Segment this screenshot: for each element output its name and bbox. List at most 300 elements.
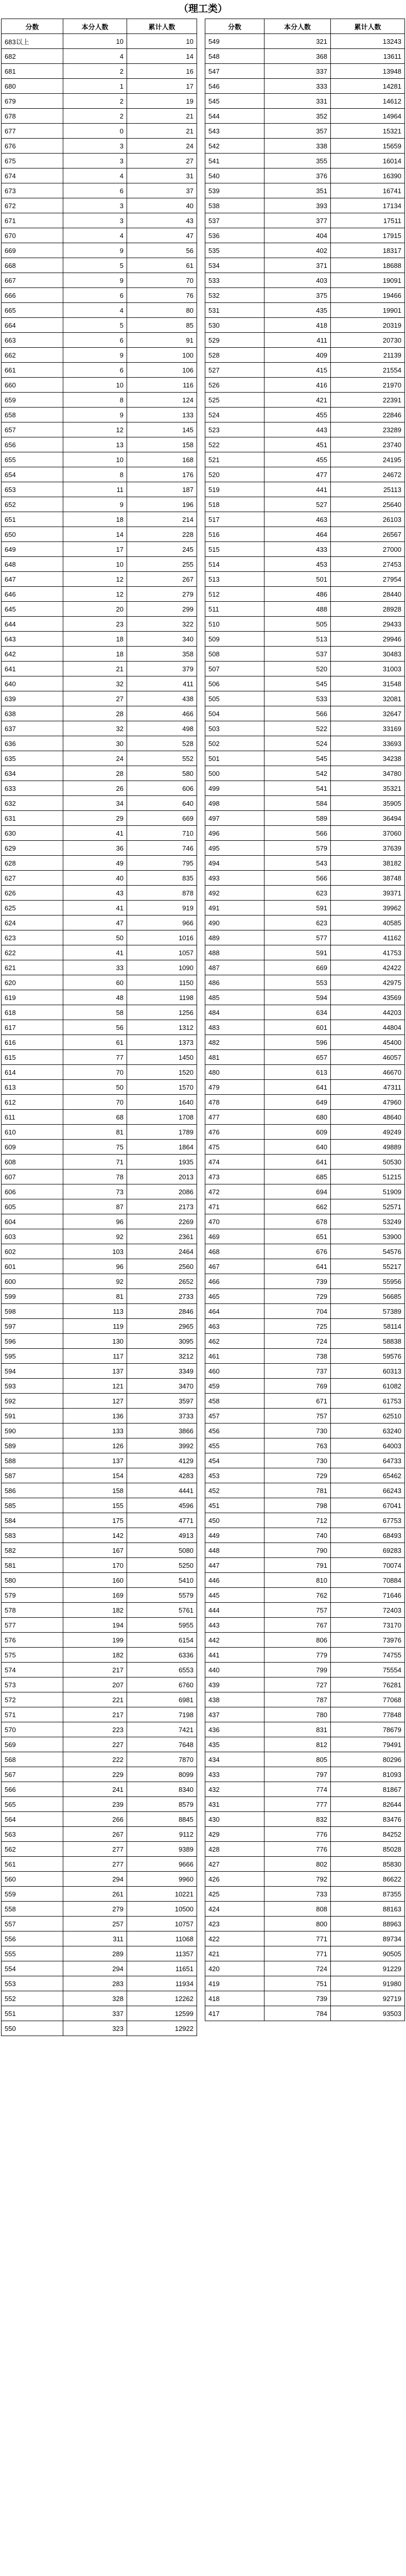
- score-cell: 641: [2, 662, 63, 676]
- score-cell: 438: [205, 1692, 264, 1707]
- cumulative-cell: 228: [127, 527, 197, 542]
- score-cell: 647: [2, 572, 63, 587]
- table-row: [2, 437, 197, 452]
- cumulative-cell: 3349: [127, 1364, 197, 1379]
- table-row: [2, 378, 197, 393]
- cumulative-cell: 37639: [331, 841, 405, 856]
- cumulative-cell: 5410: [127, 1573, 197, 1588]
- count-cell: 763: [264, 1438, 331, 1453]
- cumulative-cell: 66243: [331, 1483, 405, 1498]
- table-row: [2, 303, 197, 318]
- score-cell: 665: [2, 303, 63, 318]
- table-row: [205, 1827, 405, 1842]
- table-row: [2, 1319, 197, 1334]
- table-row: [2, 856, 197, 871]
- score-cell: 595: [2, 1349, 63, 1364]
- score-cell: 524: [205, 408, 264, 422]
- cumulative-cell: 63240: [331, 1423, 405, 1438]
- score-cell: 420: [205, 1961, 264, 1976]
- cumulative-cell: 38182: [331, 856, 405, 871]
- score-cell: 653: [2, 482, 63, 497]
- count-cell: 77: [63, 1050, 127, 1065]
- count-cell: 6: [63, 333, 127, 348]
- count-cell: 277: [63, 1842, 127, 1857]
- count-cell: 769: [264, 1379, 331, 1394]
- cumulative-cell: 86622: [331, 1872, 405, 1887]
- count-cell: 641: [264, 1080, 331, 1095]
- table-row: [205, 1170, 405, 1184]
- score-cell: 478: [205, 1095, 264, 1110]
- table-row: [205, 497, 405, 512]
- table-row: [2, 930, 197, 945]
- table-row: [2, 333, 197, 348]
- count-cell: 623: [264, 886, 331, 901]
- score-cell: 476: [205, 1125, 264, 1140]
- count-cell: 771: [264, 1931, 331, 1946]
- table-row: [205, 348, 405, 363]
- count-cell: 3: [63, 213, 127, 228]
- table-row: [2, 1125, 197, 1140]
- cumulative-cell: 1789: [127, 1125, 197, 1140]
- table-row: [205, 691, 405, 706]
- table-row: [2, 1349, 197, 1364]
- cumulative-cell: 64003: [331, 1438, 405, 1453]
- cumulative-cell: 10757: [127, 1917, 197, 1931]
- cumulative-cell: 92719: [331, 1991, 405, 2006]
- table-row: [205, 64, 405, 79]
- count-cell: 729: [264, 1468, 331, 1483]
- table-row: [2, 1648, 197, 1663]
- table-row: [2, 168, 197, 183]
- cumulative-cell: 669: [127, 811, 197, 826]
- count-cell: 28: [63, 766, 127, 781]
- count-cell: 594: [264, 990, 331, 1005]
- score-cell: 481: [205, 1050, 264, 1065]
- cumulative-cell: 16014: [331, 154, 405, 168]
- table-row: [2, 1618, 197, 1633]
- score-cell: 619: [2, 990, 63, 1005]
- table-row: [2, 1020, 197, 1035]
- cumulative-cell: 47: [127, 228, 197, 243]
- score-cell: 501: [205, 751, 264, 766]
- count-cell: 792: [264, 1872, 331, 1887]
- header-score: 分数: [2, 19, 63, 34]
- cumulative-cell: 17134: [331, 198, 405, 213]
- count-cell: 537: [264, 647, 331, 662]
- table-row: [2, 1931, 197, 1946]
- cumulative-cell: 58114: [331, 1319, 405, 1334]
- count-cell: 464: [264, 527, 331, 542]
- score-cell: 621: [2, 960, 63, 975]
- table-row: [2, 1588, 197, 1603]
- count-cell: 4: [63, 303, 127, 318]
- score-cell: 677: [2, 124, 63, 139]
- table-row: [205, 1692, 405, 1707]
- cumulative-cell: 878: [127, 886, 197, 901]
- count-cell: 0: [63, 124, 127, 139]
- score-cell: 646: [2, 587, 63, 602]
- count-cell: 416: [264, 378, 331, 393]
- cumulative-cell: 29946: [331, 632, 405, 647]
- count-cell: 92: [63, 1274, 127, 1289]
- table-row: [205, 527, 405, 542]
- header-score: 分数: [205, 19, 264, 34]
- table-row: [2, 79, 197, 94]
- score-cell: 551: [2, 2006, 63, 2021]
- table-row: [2, 975, 197, 990]
- table-row: [205, 1931, 405, 1946]
- table-row: [2, 1946, 197, 1961]
- cumulative-cell: 6154: [127, 1633, 197, 1648]
- table-row: [205, 288, 405, 303]
- score-cell: 652: [2, 497, 63, 512]
- cumulative-cell: 14281: [331, 79, 405, 94]
- count-cell: 119: [63, 1319, 127, 1334]
- table-row: [2, 482, 197, 497]
- table-row: [2, 154, 197, 168]
- count-cell: 404: [264, 228, 331, 243]
- score-cell: 421: [205, 1946, 264, 1961]
- cumulative-cell: 4596: [127, 1498, 197, 1513]
- cumulative-cell: 8340: [127, 1782, 197, 1797]
- score-cell: 442: [205, 1633, 264, 1648]
- score-cell: 507: [205, 662, 264, 676]
- cumulative-cell: 20319: [331, 318, 405, 333]
- table-row: [205, 930, 405, 945]
- cumulative-cell: 16: [127, 64, 197, 79]
- table-row: [2, 602, 197, 617]
- count-cell: 279: [63, 1902, 127, 1917]
- table-row: [2, 766, 197, 781]
- table-row: [2, 1976, 197, 1991]
- cumulative-cell: 35321: [331, 781, 405, 796]
- cumulative-cell: 279: [127, 587, 197, 602]
- score-cell: 575: [2, 1648, 63, 1663]
- count-cell: 221: [63, 1692, 127, 1707]
- table-row: [2, 841, 197, 856]
- cumulative-cell: 11934: [127, 1976, 197, 1991]
- table-row: [205, 856, 405, 871]
- score-cell: 590: [2, 1423, 63, 1438]
- score-cell: 418: [205, 1991, 264, 2006]
- cumulative-cell: 267: [127, 572, 197, 587]
- table-row: [2, 1827, 197, 1842]
- score-cell: 562: [2, 1842, 63, 1857]
- count-cell: 411: [264, 333, 331, 348]
- cumulative-cell: 28440: [331, 587, 405, 602]
- score-cell: 463: [205, 1319, 264, 1334]
- count-cell: 9: [63, 497, 127, 512]
- count-cell: 60: [63, 975, 127, 990]
- score-cell: 465: [205, 1289, 264, 1304]
- count-cell: 29: [63, 811, 127, 826]
- cumulative-cell: 966: [127, 916, 197, 930]
- cumulative-cell: 13243: [331, 34, 405, 49]
- cumulative-cell: 4913: [127, 1528, 197, 1543]
- cumulative-cell: 835: [127, 871, 197, 886]
- count-cell: 9: [63, 348, 127, 363]
- score-cell: 436: [205, 1722, 264, 1737]
- count-cell: 23: [63, 617, 127, 632]
- table-row: [2, 1842, 197, 1857]
- score-cell: 676: [2, 139, 63, 154]
- score-cell: 674: [2, 168, 63, 183]
- score-cell: 602: [2, 1244, 63, 1259]
- count-cell: 543: [264, 856, 331, 871]
- score-cell: 651: [2, 512, 63, 527]
- score-cell: 594: [2, 1364, 63, 1379]
- table-row: [2, 1364, 197, 1379]
- score-cell: 511: [205, 602, 264, 617]
- table-row: [205, 1633, 405, 1648]
- score-cell: 503: [205, 721, 264, 736]
- count-cell: 767: [264, 1618, 331, 1633]
- score-cell: 515: [205, 542, 264, 557]
- table-row: [205, 1663, 405, 1677]
- table-row: [2, 1409, 197, 1423]
- table-row: [205, 1902, 405, 1917]
- table-row: [205, 1842, 405, 1857]
- count-cell: 12: [63, 422, 127, 437]
- count-cell: 142: [63, 1528, 127, 1543]
- cumulative-cell: 466: [127, 706, 197, 721]
- cumulative-cell: 1312: [127, 1020, 197, 1035]
- cumulative-cell: 37060: [331, 826, 405, 841]
- count-cell: 676: [264, 1244, 331, 1259]
- score-cell: 609: [2, 1140, 63, 1155]
- cumulative-cell: 11651: [127, 1961, 197, 1976]
- score-cell: 644: [2, 617, 63, 632]
- cumulative-cell: 498: [127, 721, 197, 736]
- score-cell: 635: [2, 751, 63, 766]
- count-cell: 566: [264, 871, 331, 886]
- table-row: [2, 1304, 197, 1319]
- cumulative-cell: 61082: [331, 1379, 405, 1394]
- count-cell: 6: [63, 363, 127, 378]
- count-cell: 505: [264, 617, 331, 632]
- count-cell: 784: [264, 2006, 331, 2021]
- cumulative-cell: 158: [127, 437, 197, 452]
- table-row: [2, 826, 197, 841]
- score-cell: 518: [205, 497, 264, 512]
- count-cell: 10: [63, 34, 127, 49]
- score-cell: 631: [2, 811, 63, 826]
- count-cell: 739: [264, 1991, 331, 2006]
- score-cell: 423: [205, 1917, 264, 1931]
- cumulative-cell: 17511: [331, 213, 405, 228]
- score-cell: 600: [2, 1274, 63, 1289]
- score-cell: 422: [205, 1931, 264, 1946]
- count-cell: 737: [264, 1364, 331, 1379]
- table-row: [2, 1453, 197, 1468]
- count-cell: 9: [63, 273, 127, 288]
- table-row: [205, 1677, 405, 1692]
- count-cell: 207: [63, 1677, 127, 1692]
- score-cell: 509: [205, 632, 264, 647]
- score-cell: 610: [2, 1125, 63, 1140]
- score-cell: 432: [205, 1782, 264, 1797]
- cumulative-cell: 1256: [127, 1005, 197, 1020]
- cumulative-cell: 49889: [331, 1140, 405, 1155]
- count-cell: 12: [63, 572, 127, 587]
- score-cell: 544: [205, 109, 264, 124]
- count-cell: 169: [63, 1588, 127, 1603]
- count-cell: 355: [264, 154, 331, 168]
- count-cell: 739: [264, 1274, 331, 1289]
- score-cell: 554: [2, 1961, 63, 1976]
- table-row: [2, 1289, 197, 1304]
- count-cell: 609: [264, 1125, 331, 1140]
- score-cell: 462: [205, 1334, 264, 1349]
- count-cell: 113: [63, 1304, 127, 1319]
- table-row: [205, 79, 405, 94]
- cumulative-cell: 41162: [331, 930, 405, 945]
- count-cell: 375: [264, 288, 331, 303]
- table-row: [2, 408, 197, 422]
- cumulative-cell: 12262: [127, 1991, 197, 2006]
- score-cell: 448: [205, 1543, 264, 1558]
- cumulative-cell: 19466: [331, 288, 405, 303]
- count-cell: 3: [63, 154, 127, 168]
- table-row: [205, 721, 405, 736]
- table-row: [205, 1394, 405, 1409]
- cumulative-cell: 24672: [331, 467, 405, 482]
- cumulative-cell: 78679: [331, 1722, 405, 1737]
- count-cell: 4: [63, 49, 127, 64]
- table-row: [205, 557, 405, 572]
- count-cell: 3: [63, 198, 127, 213]
- table-row: [205, 258, 405, 273]
- table-row: [205, 1274, 405, 1289]
- score-cell: 504: [205, 706, 264, 721]
- cumulative-cell: 379: [127, 662, 197, 676]
- score-cell: 683以上: [2, 34, 63, 49]
- table-row: [2, 109, 197, 124]
- table-row: [205, 1872, 405, 1887]
- cumulative-cell: 47960: [331, 1095, 405, 1110]
- score-cell: 527: [205, 363, 264, 378]
- table-row: [205, 990, 405, 1005]
- table-row: [205, 542, 405, 557]
- table-row: [205, 841, 405, 856]
- cumulative-cell: 17915: [331, 228, 405, 243]
- score-cell: 597: [2, 1319, 63, 1334]
- cumulative-cell: 32081: [331, 691, 405, 706]
- score-cell: 633: [2, 781, 63, 796]
- cumulative-cell: 40585: [331, 916, 405, 930]
- table-row: [2, 1423, 197, 1438]
- count-cell: 453: [264, 557, 331, 572]
- cumulative-cell: 1373: [127, 1035, 197, 1050]
- count-cell: 377: [264, 213, 331, 228]
- cumulative-cell: 50530: [331, 1155, 405, 1170]
- cumulative-cell: 9666: [127, 1857, 197, 1872]
- count-cell: 671: [264, 1394, 331, 1409]
- score-cell: 457: [205, 1409, 264, 1423]
- count-cell: 800: [264, 1917, 331, 1931]
- count-cell: 229: [63, 1767, 127, 1782]
- score-cell: 489: [205, 930, 264, 945]
- count-cell: 41: [63, 945, 127, 960]
- count-cell: 455: [264, 408, 331, 422]
- count-cell: 127: [63, 1394, 127, 1409]
- score-cell: 603: [2, 1229, 63, 1244]
- score-cell: 622: [2, 945, 63, 960]
- count-cell: 352: [264, 109, 331, 124]
- cumulative-cell: 10221: [127, 1887, 197, 1902]
- table-row: [2, 1782, 197, 1797]
- count-cell: 513: [264, 632, 331, 647]
- table-row: [2, 1887, 197, 1902]
- score-cell: 628: [2, 856, 63, 871]
- count-cell: 402: [264, 243, 331, 258]
- count-cell: 477: [264, 467, 331, 482]
- count-cell: 541: [264, 781, 331, 796]
- score-cell: 666: [2, 288, 63, 303]
- cumulative-cell: 6981: [127, 1692, 197, 1707]
- cumulative-cell: 60313: [331, 1364, 405, 1379]
- count-cell: 4: [63, 228, 127, 243]
- count-cell: 36: [63, 841, 127, 856]
- count-cell: 261: [63, 1887, 127, 1902]
- score-cell: 567: [2, 1767, 63, 1782]
- count-cell: 2: [63, 94, 127, 109]
- table-row: [205, 393, 405, 408]
- table-row: [2, 1244, 197, 1259]
- cumulative-cell: 15659: [331, 139, 405, 154]
- table-row: [2, 393, 197, 408]
- table-row: [2, 617, 197, 632]
- table-row: [2, 1528, 197, 1543]
- count-cell: 435: [264, 303, 331, 318]
- table-row: [2, 1752, 197, 1767]
- table-row: [2, 1468, 197, 1483]
- cumulative-cell: 27954: [331, 572, 405, 587]
- score-cell: 483: [205, 1020, 264, 1035]
- score-cell: 534: [205, 258, 264, 273]
- count-cell: 96: [63, 1259, 127, 1274]
- score-cell: 512: [205, 587, 264, 602]
- table-row: [205, 228, 405, 243]
- count-cell: 678: [264, 1214, 331, 1229]
- score-cell: 530: [205, 318, 264, 333]
- cumulative-cell: 82644: [331, 1797, 405, 1812]
- count-cell: 41: [63, 826, 127, 841]
- score-cell: 645: [2, 602, 63, 617]
- score-cell: 586: [2, 1483, 63, 1498]
- count-cell: 121: [63, 1379, 127, 1394]
- count-cell: 649: [264, 1095, 331, 1110]
- cumulative-cell: 67041: [331, 1498, 405, 1513]
- score-cell: 582: [2, 1543, 63, 1558]
- cumulative-cell: 43: [127, 213, 197, 228]
- score-cell: 488: [205, 945, 264, 960]
- cumulative-cell: 56685: [331, 1289, 405, 1304]
- cumulative-cell: 1520: [127, 1065, 197, 1080]
- score-cell: 616: [2, 1035, 63, 1050]
- score-cell: 517: [205, 512, 264, 527]
- count-cell: 311: [63, 1931, 127, 1946]
- cumulative-cell: 61: [127, 258, 197, 273]
- score-cell: 577: [2, 1618, 63, 1633]
- cumulative-cell: 7648: [127, 1737, 197, 1752]
- score-cell: 469: [205, 1229, 264, 1244]
- table-row: [2, 198, 197, 213]
- table-row: [2, 228, 197, 243]
- count-cell: 1: [63, 79, 127, 94]
- cumulative-cell: 30483: [331, 647, 405, 662]
- score-cell: 667: [2, 273, 63, 288]
